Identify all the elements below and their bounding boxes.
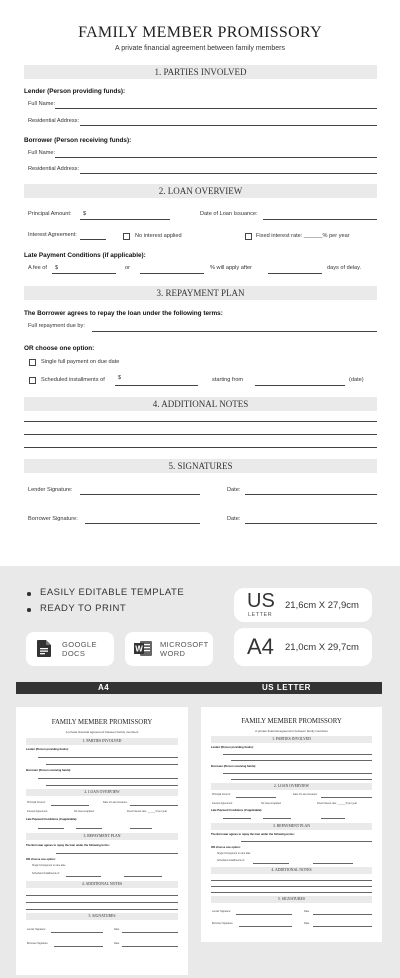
notes-line[interactable] [24, 421, 377, 422]
preview-line [122, 932, 178, 933]
borrower-signature-label: Borrower Signature: [28, 516, 78, 522]
preview-line [46, 764, 178, 765]
preview-line [76, 828, 102, 829]
preview-section: 5. SIGNATURES [211, 896, 372, 903]
format-tab-bar [16, 682, 382, 694]
late-fee-amount-field[interactable] [52, 273, 116, 274]
preview-text: Borrower (Person receiving funds): [211, 765, 257, 768]
late-payment-heading: Late Payment Conditions (if applicable): [24, 252, 146, 259]
installments-checkbox[interactable] [29, 377, 36, 384]
preview-line [313, 926, 372, 927]
lender-date-field[interactable] [245, 494, 377, 495]
principal-amount-field[interactable] [80, 219, 170, 220]
full-repayment-date-field[interactable] [92, 331, 377, 332]
preview-text: Lender (Person providing funds): [211, 746, 254, 749]
preview-line [223, 773, 372, 774]
preview-line [223, 818, 251, 819]
size-us-dims: 21,6cm X 27,9cm [285, 600, 359, 611]
single-payment-checkbox[interactable] [29, 359, 36, 366]
tab-a4[interactable]: A4 [98, 683, 110, 692]
feature-editable: EASILY EDITABLE TEMPLATE [40, 587, 185, 598]
borrower-date-label: Date: [227, 516, 241, 522]
fixed-interest-label: Fixed interest rate: ______% per year [256, 233, 350, 239]
preview-line [122, 946, 178, 947]
no-interest-checkbox[interactable] [123, 233, 130, 240]
preview-text: The Borrower agrees to repay the loan under the following terms: [26, 844, 110, 847]
preview-line [56, 853, 178, 854]
issuance-date-field[interactable] [263, 219, 377, 220]
preview-text: Lender (Person providing funds): [26, 748, 69, 751]
preview-section: 1. PARTIES INVOLVED [26, 738, 178, 745]
svg-text:W: W [135, 644, 143, 654]
full-repayment-label: Full repayment due by: [28, 323, 85, 329]
preview-text: Date: [304, 910, 310, 913]
preview-text: Date of Loan Issuance: [103, 801, 128, 804]
tab-us-letter[interactable]: US LETTER [262, 683, 311, 692]
preview-text: Date of Loan Issuance: [293, 793, 318, 796]
preview-text: Single full payment on due date [32, 864, 66, 867]
lender-full-name-label: Full Name: [28, 101, 56, 107]
will-apply-after-label: % will apply after [210, 265, 252, 271]
preview-line [236, 797, 276, 798]
borrower-date-field[interactable] [245, 523, 377, 524]
lender-address-label: Residential Address: [28, 118, 79, 124]
preview-line [130, 828, 152, 829]
google-docs-label-1: GOOGLE [62, 640, 97, 649]
preview-text: Date: [114, 928, 120, 931]
interest-agreement-field[interactable] [80, 239, 106, 240]
preview-line [211, 880, 372, 881]
fixed-interest-checkbox[interactable] [245, 233, 252, 240]
preview-text: Interest Agreement: [212, 802, 233, 805]
borrower-heading: Borrower (Person receiving funds): [24, 137, 132, 144]
word-icon [134, 640, 152, 662]
days-of-delay-label: days of delay. [327, 265, 362, 271]
preview-line [26, 902, 178, 903]
borrower-full-name-label: Full Name: [28, 150, 56, 156]
word-label-2: WORD [160, 649, 186, 658]
notes-line[interactable] [24, 434, 377, 435]
word-label-1: MICROSOFT [160, 640, 209, 649]
preview-line [66, 876, 101, 877]
preview-text: Lender Signature: [212, 910, 232, 913]
preview-line [26, 909, 178, 910]
or-choose-heading: OR choose one option: [24, 345, 95, 352]
preview-text: Date: [304, 922, 310, 925]
preview-text: Fixed interest rate: ______% per year [127, 810, 167, 813]
preview-text: Principal Amount: [27, 801, 46, 804]
borrower-full-name-field[interactable] [55, 157, 377, 158]
bullet-icon [27, 592, 31, 596]
feature-print: READY TO PRINT [40, 603, 127, 614]
google-docs-icon [37, 640, 51, 662]
preview-text: OR choose one option: [211, 846, 241, 849]
preview-text: Scheduled installments of [217, 859, 245, 862]
section-loan-header: 2. LOAN OVERVIEW [24, 184, 377, 198]
document-subtitle: A private financial agreement between family members [114, 45, 286, 52]
preview-text: Date: [114, 942, 120, 945]
preview-section: 4. ADDITIONAL NOTES [26, 881, 178, 888]
fee-or-label: or [125, 265, 130, 271]
lender-full-name-field[interactable] [55, 108, 377, 109]
lender-date-label: Date: [227, 487, 241, 493]
fee-currency: $ [55, 265, 59, 271]
preview-text: Lender Signature: [27, 928, 47, 931]
preview-line [253, 863, 289, 864]
preview-line [46, 785, 178, 786]
preview-title: FAMILY MEMBER PROMISSORY [51, 719, 153, 726]
principal-currency: $ [83, 211, 87, 217]
preview-line [211, 886, 372, 887]
size-us-name: US [247, 590, 275, 612]
repay-terms-heading: The Borrower agrees to repay the loan under the following terms: [24, 310, 223, 317]
preview-text: Fixed interest rate: ______% per year [317, 802, 357, 805]
bullet-icon [27, 608, 31, 612]
preview-line [38, 778, 178, 779]
preview-line [38, 757, 178, 758]
preview-line [130, 805, 178, 806]
section-signatures-header: 5. SIGNATURES [24, 459, 377, 473]
single-payment-label: Single full payment on due date [41, 359, 120, 365]
no-interest-label: No interest applied [135, 233, 182, 239]
late-days-field[interactable] [268, 273, 322, 274]
preview-section: 3. REPAYMENT PLAN [26, 833, 178, 840]
preview-section: 5. SIGNATURES [26, 913, 178, 920]
size-card-us-letter [234, 588, 372, 622]
preview-section: 2. LOAN OVERVIEW [26, 789, 178, 796]
preview-text: Late Payment Conditions (if applicable): [211, 809, 263, 812]
preview-line [239, 926, 292, 927]
preview-text: No interest applied [261, 802, 281, 805]
preview-line [313, 863, 353, 864]
preview-us-letter [201, 707, 382, 942]
preview-text: Borrower (Person receiving funds): [26, 769, 72, 772]
lender-heading: Lender (Person providing funds): [24, 88, 126, 95]
preview-line [236, 914, 292, 915]
preview-line [321, 797, 372, 798]
borrower-signature-field[interactable] [85, 523, 200, 524]
size-card-a4 [234, 628, 372, 666]
preview-section: 4. ADDITIONAL NOTES [211, 867, 372, 874]
preview-subtitle: A private financial agreement between family members [255, 729, 328, 733]
preview-text: OR choose one option: [26, 858, 56, 861]
preview-line [223, 754, 372, 755]
google-docs-label-2: DOCS [62, 649, 86, 658]
a-fee-of-label: A fee of [28, 265, 47, 271]
installment-amount-field[interactable] [115, 385, 198, 386]
preview-section: 2. LOAN OVERVIEW [211, 783, 372, 790]
preview-text: Borrower Signature: [212, 922, 234, 925]
preview-text: The Borrower agrees to repay the loan under the following terms: [211, 833, 295, 836]
section-notes-header: 4. ADDITIONAL NOTES [24, 397, 377, 411]
preview-text: No interest applied [74, 810, 94, 813]
word-card [125, 632, 213, 666]
starting-date-field[interactable] [255, 385, 345, 386]
installment-currency: $ [118, 375, 122, 381]
lender-signature-field[interactable] [80, 494, 200, 495]
preview-text: Scheduled installments of [32, 872, 60, 875]
preview-a4 [16, 707, 188, 975]
size-a4-dims: 21,0cm X 29,7cm [285, 642, 359, 653]
google-docs-card [26, 632, 114, 666]
preview-line [313, 914, 372, 915]
borrower-address-field[interactable] [80, 173, 377, 174]
date-paren-label: (date) [349, 377, 364, 383]
preview-line [38, 828, 64, 829]
borrower-address-label: Residential Address: [28, 166, 79, 172]
preview-text: Borrower Signature: [27, 942, 49, 945]
preview-line [231, 760, 372, 761]
preview-line [124, 876, 162, 877]
principal-amount-label: Principal Amount: [28, 211, 72, 217]
preview-text: Principal Amount: [212, 793, 231, 796]
late-fee-percent-field[interactable] [140, 273, 204, 274]
preview-line [211, 892, 372, 893]
preview-section: 3. REPAYMENT PLAN [211, 823, 372, 830]
document-title: FAMILY MEMBER PROMISSORY [78, 24, 322, 41]
lender-signature-label: Lender Signature: [28, 487, 73, 493]
section-repayment-header: 3. REPAYMENT PLAN [24, 286, 377, 300]
issuance-date-label: Date of Loan Issuance: [200, 211, 258, 217]
preview-title: FAMILY MEMBER PROMISSORY [241, 718, 342, 725]
preview-line [26, 895, 178, 896]
preview-line [263, 818, 291, 819]
notes-line[interactable] [24, 447, 377, 448]
preview-section: 1. PARTIES INVOLVED [211, 736, 372, 743]
lender-address-field[interactable] [80, 125, 377, 126]
size-a4-name: A4 [247, 634, 274, 659]
preview-line [241, 841, 372, 842]
preview-line [321, 818, 345, 819]
preview-text: Late Payment Conditions (if applicable): [26, 818, 78, 821]
installments-label: Scheduled installments of [41, 377, 105, 383]
starting-from-label: starting from [212, 377, 244, 383]
preview-line [51, 805, 89, 806]
preview-line [51, 932, 103, 933]
preview-text: Interest Agreement: [27, 810, 48, 813]
size-us-sub: LETTER [248, 612, 273, 618]
preview-line [54, 946, 103, 947]
interest-agreement-label: Interest Agreement: [28, 232, 77, 238]
preview-text: Single full payment on due date [217, 852, 251, 855]
section-parties-header: 1. PARTIES INVOLVED [24, 65, 377, 79]
preview-subtitle: A private financial agreement between family members [65, 730, 139, 734]
preview-line [231, 779, 372, 780]
